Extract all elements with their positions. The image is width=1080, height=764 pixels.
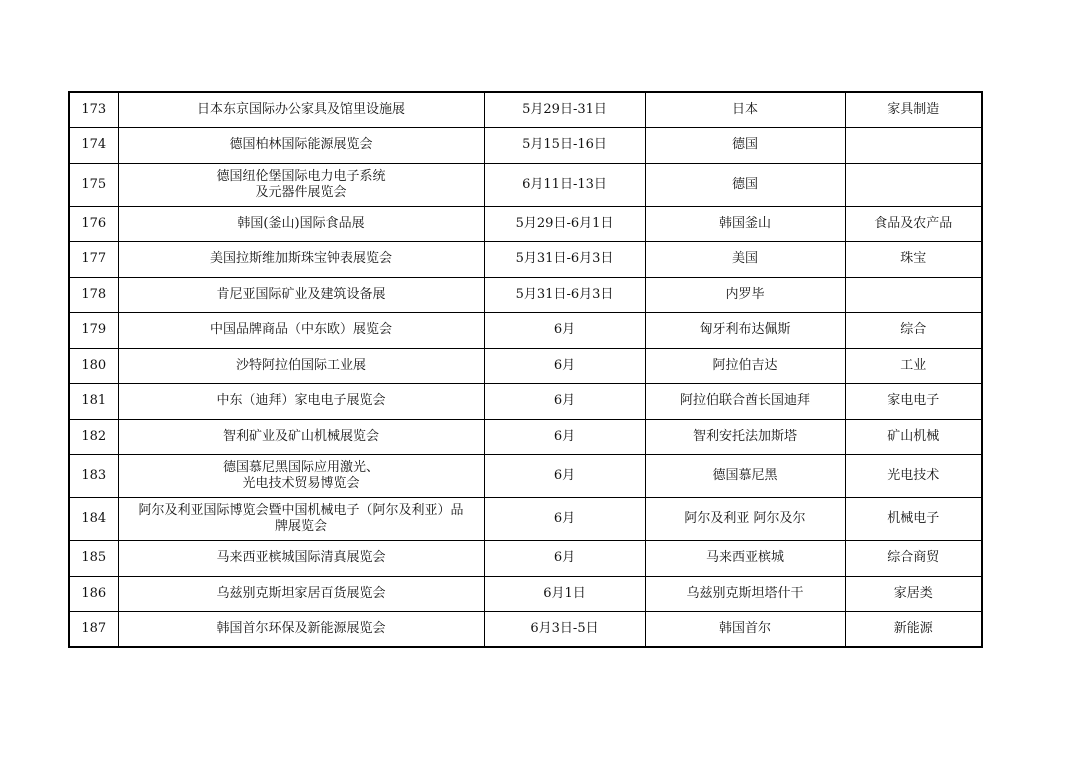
cell-location: 韩国釜山 (645, 206, 845, 242)
cell-location: 阿拉伯吉达 (645, 348, 845, 384)
cell-category: 新能源 (845, 612, 982, 648)
cell-location: 内罗毕 (645, 277, 845, 313)
cell-number: 177 (69, 242, 118, 278)
table-body (69, 92, 982, 647)
exhibition-name-line: 韩国首尔环保及新能源展览会 (216, 621, 386, 636)
exhibition-name-line: 光电技术贸易博览会 (242, 476, 360, 491)
cell-number: 181 (69, 384, 118, 420)
exhibition-name-line: 中国品牌商品（中东欧）展览会 (209, 322, 392, 338)
cell-exhibition-name (118, 419, 484, 455)
exhibition-name-line: 智利矿业及矿山机械展览会 (222, 428, 379, 444)
cell-date: 6月11日-13日 (484, 163, 645, 206)
exhibition-name-line: 马来西亚槟城国际清真展览会 (216, 550, 386, 566)
cell-date: 6月3日-5日 (484, 612, 645, 648)
cell-exhibition-name (118, 576, 484, 612)
exhibition-name-line: 中东（迪拜）家电电子展览会 (216, 393, 386, 409)
exhibition-name-line: 日本东京国际办公家具及馆里设施展 (196, 102, 405, 117)
table-row (69, 313, 982, 349)
table-row (69, 206, 982, 242)
exhibition-name-line: 沙特阿拉伯国际工业展 (235, 357, 366, 373)
cell-category: 珠宝 (845, 242, 982, 278)
cell-date: 5月31日-6月3日 (484, 277, 645, 313)
table-row (69, 384, 982, 420)
cell-category: 光电技术 (845, 455, 982, 498)
exhibition-name-line: 乌兹别克斯坦家居百货展览会 (216, 585, 386, 601)
cell-category (845, 163, 982, 206)
exhibition-name-line: 阿尔及利亚国际博览会暨中国机械电子（阿尔及利亚）品 (138, 503, 464, 518)
cell-location: 乌兹别克斯坦塔什干 (645, 576, 845, 612)
exhibition-name-line: 韩国(釜山)国际食品展 (237, 215, 365, 231)
table-row (69, 92, 982, 128)
cell-exhibition-name (118, 541, 484, 577)
cell-location: 美国 (645, 242, 845, 278)
table-row (69, 277, 982, 313)
cell-category: 家具制造 (845, 92, 982, 128)
table-row (69, 498, 982, 541)
cell-category: 综合商贸 (845, 541, 982, 577)
exhibition-name-line: 牌展览会 (274, 519, 327, 534)
cell-number: 183 (69, 455, 118, 498)
cell-number: 187 (69, 612, 118, 648)
cell-exhibition-name (118, 313, 484, 349)
table-row (69, 612, 982, 648)
cell-category: 综合 (845, 313, 982, 349)
exhibition-name-line: 肯尼亚国际矿业及建筑设备展 (216, 286, 386, 302)
cell-number: 176 (69, 206, 118, 242)
cell-category: 家居类 (845, 576, 982, 612)
cell-location: 日本 (645, 92, 845, 128)
cell-date: 6月 (484, 384, 645, 420)
cell-category (845, 277, 982, 313)
cell-exhibition-name (118, 612, 484, 648)
cell-number: 179 (69, 313, 118, 349)
cell-number: 174 (69, 128, 118, 164)
cell-exhibition-name (118, 277, 484, 313)
cell-exhibition-name (118, 206, 484, 242)
table-row (69, 128, 982, 164)
cell-date: 5月31日-6月3日 (484, 242, 645, 278)
exhibition-name-line: 及元器件展览会 (255, 184, 347, 200)
table-row (69, 576, 982, 612)
cell-date: 6月 (484, 348, 645, 384)
table-row (69, 242, 982, 278)
cell-exhibition-name (118, 348, 484, 384)
cell-date: 6月 (484, 498, 645, 541)
cell-category: 食品及农产品 (845, 206, 982, 242)
cell-location: 德国 (645, 163, 845, 206)
cell-number: 180 (69, 348, 118, 384)
cell-location: 智利安托法加斯塔 (645, 419, 845, 455)
cell-location: 德国慕尼黑 (645, 455, 845, 498)
cell-exhibition-name (118, 455, 484, 498)
cell-exhibition-name (118, 163, 484, 206)
cell-exhibition-name (118, 128, 484, 164)
cell-date: 6月 (484, 313, 645, 349)
cell-exhibition-name (118, 242, 484, 278)
cell-exhibition-name (118, 92, 484, 128)
cell-category (845, 128, 982, 164)
cell-number: 173 (69, 92, 118, 128)
cell-date: 5月15日-16日 (484, 128, 645, 164)
cell-date: 6月 (484, 419, 645, 455)
table-row (69, 419, 982, 455)
table-row (69, 541, 982, 577)
exhibition-name-line: 德国柏林国际能源展览会 (229, 137, 373, 153)
table-row (69, 455, 982, 498)
exhibition-name-line: 美国拉斯维加斯珠宝钟表展览会 (209, 251, 392, 267)
cell-category: 工业 (845, 348, 982, 384)
cell-location: 匈牙利布达佩斯 (645, 313, 845, 349)
cell-location: 阿拉伯联合酋长国迪拜 (645, 384, 845, 420)
cell-number: 185 (69, 541, 118, 577)
cell-number: 184 (69, 498, 118, 541)
cell-number: 182 (69, 419, 118, 455)
cell-date: 5月29日-6月1日 (484, 206, 645, 242)
cell-category: 矿山机械 (845, 419, 982, 455)
cell-number: 186 (69, 576, 118, 612)
cell-location: 德国 (645, 128, 845, 164)
cell-number: 178 (69, 277, 118, 313)
cell-date: 6月 (484, 455, 645, 498)
table-row (69, 348, 982, 384)
cell-exhibition-name (118, 384, 484, 420)
cell-number: 175 (69, 163, 118, 206)
table-row (69, 163, 982, 206)
cell-exhibition-name (118, 498, 484, 541)
cell-date: 5月29日-31日 (484, 92, 645, 128)
exhibition-table (68, 91, 983, 648)
cell-location: 马来西亚槟城 (645, 541, 845, 577)
cell-date: 6月 (484, 541, 645, 577)
cell-date: 6月1日 (484, 576, 645, 612)
exhibition-name-line: 德国慕尼黑国际应用激光、 (222, 460, 379, 475)
cell-location: 阿尔及利亚 阿尔及尔 (645, 498, 845, 541)
cell-category: 家电电子 (845, 384, 982, 420)
cell-location: 韩国首尔 (645, 612, 845, 648)
exhibition-name-line: 德国纽伦堡国际电力电子系统 (216, 168, 386, 184)
cell-category: 机械电子 (845, 498, 982, 541)
